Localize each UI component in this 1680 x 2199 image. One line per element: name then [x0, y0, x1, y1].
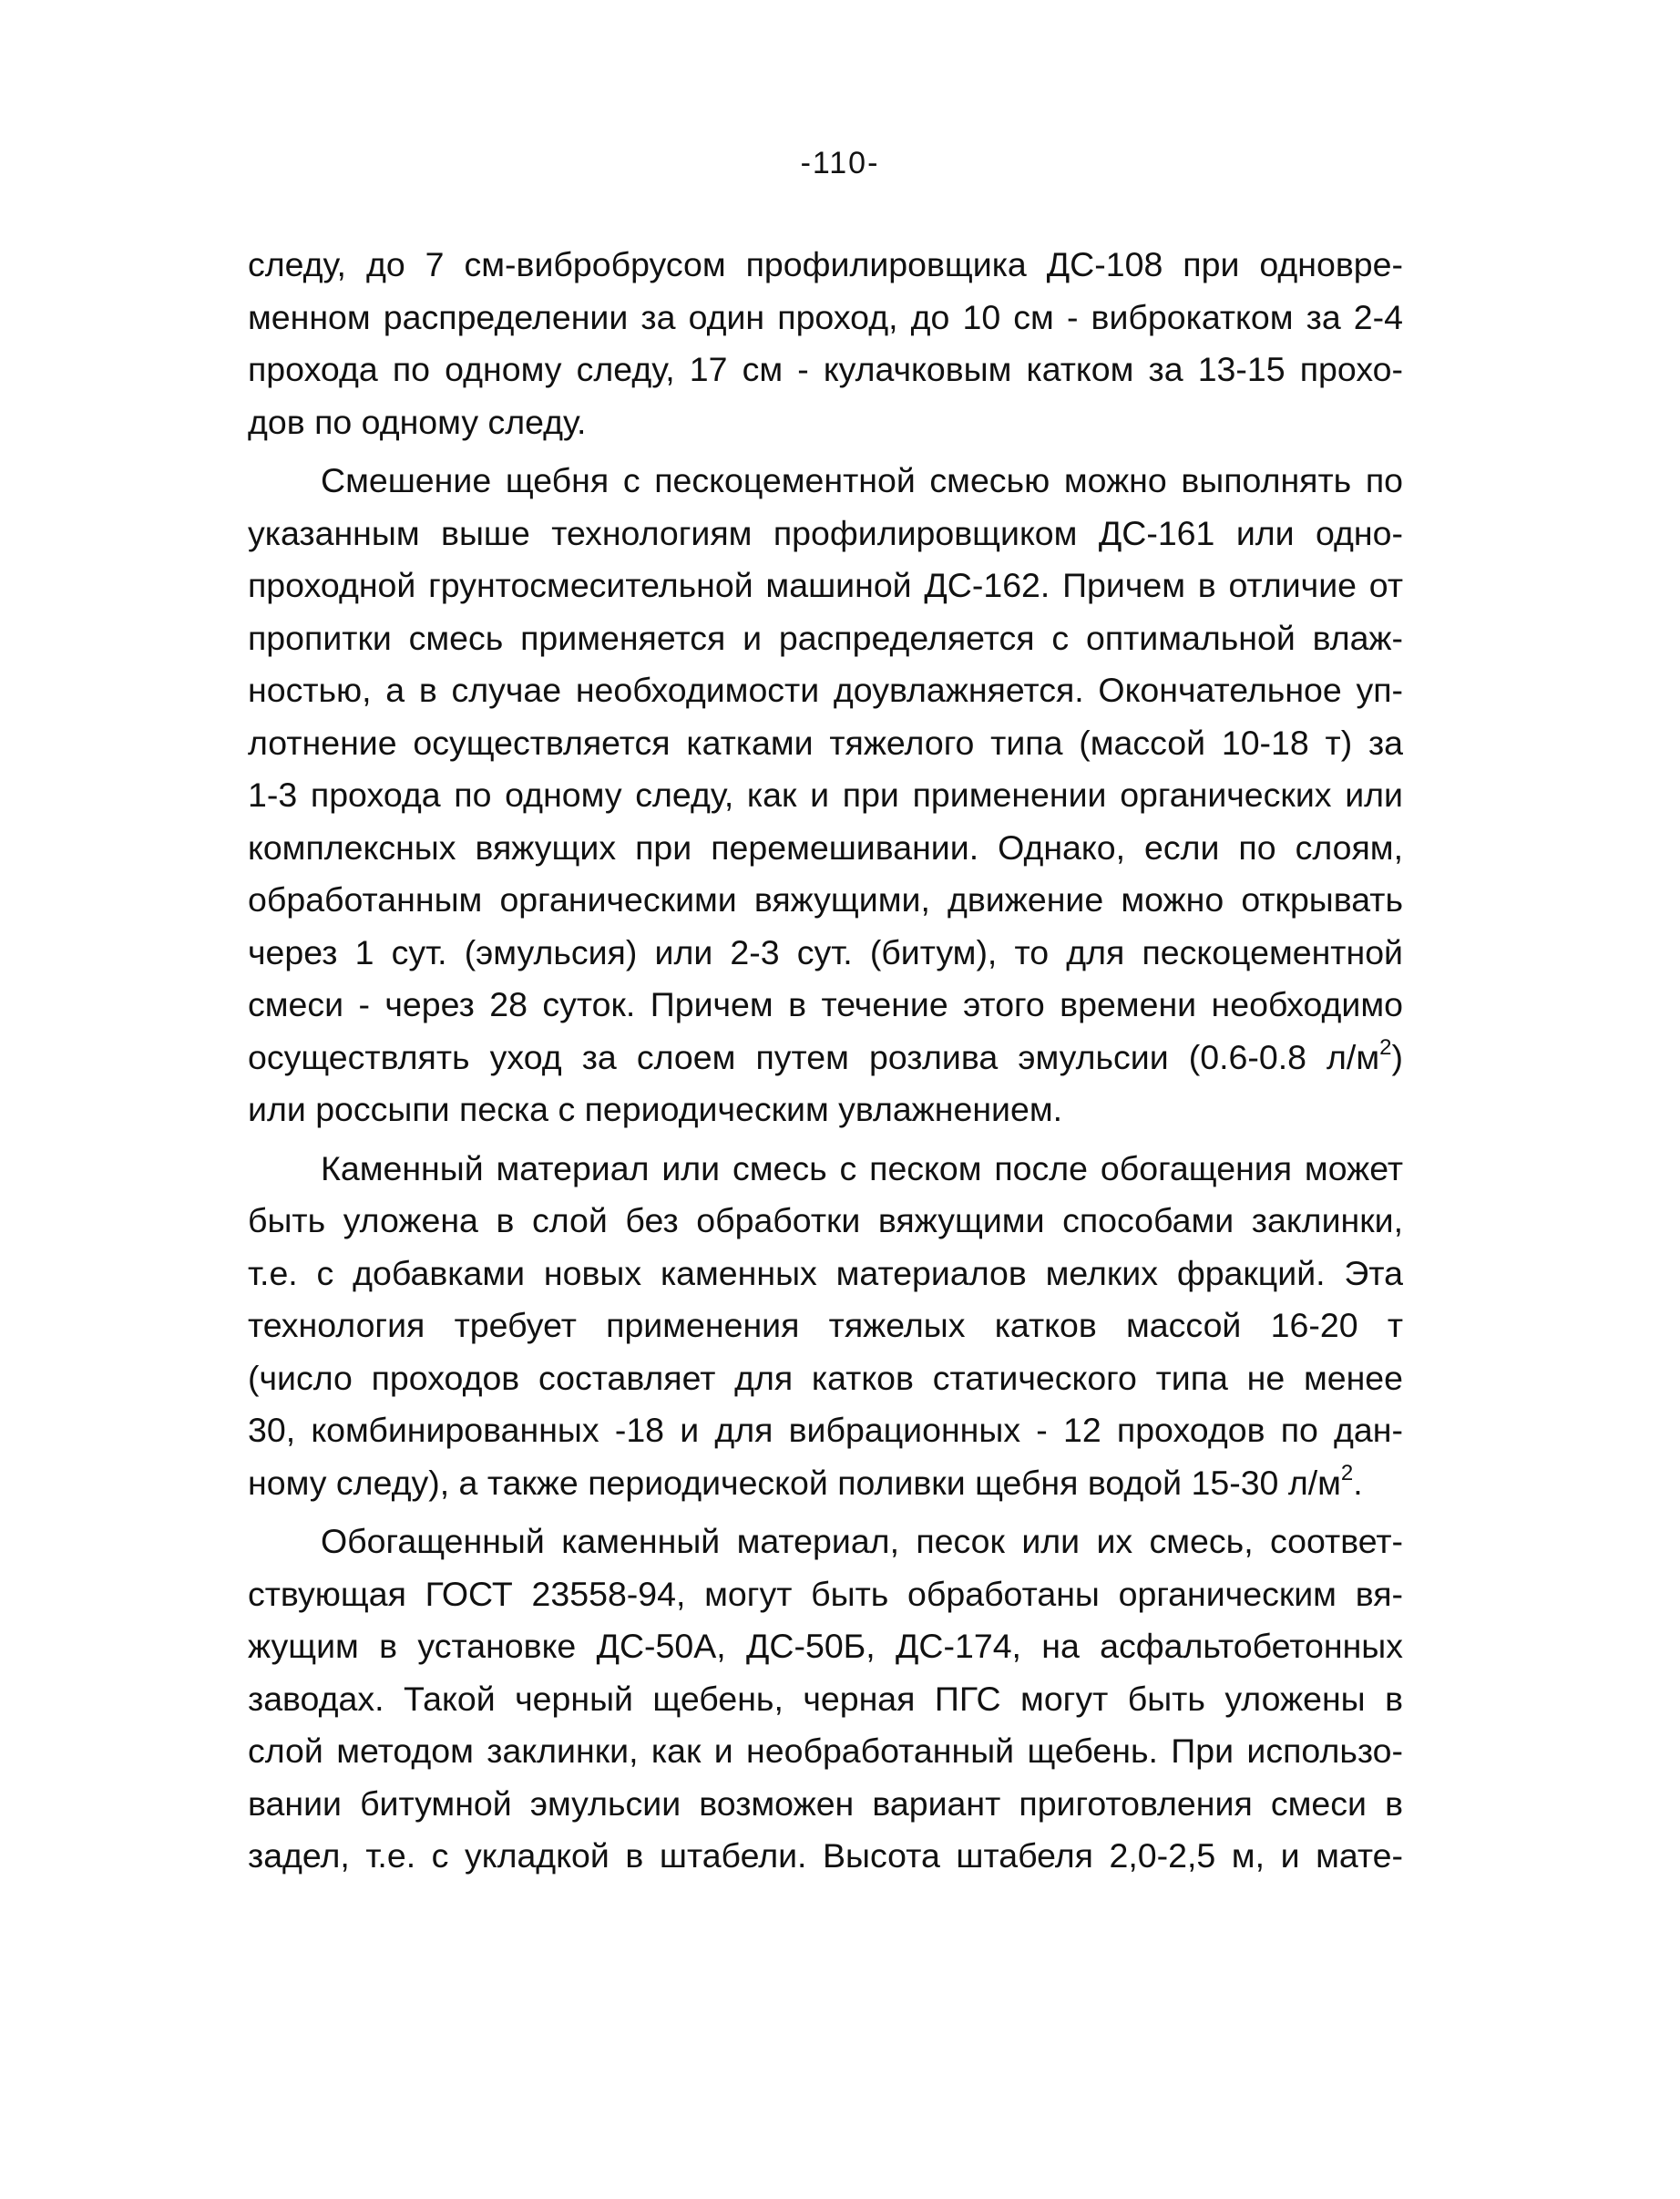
text-line: [248, 1032, 1403, 1084]
text-line: указанным выше технологиям профилировщиком ДС-161 или одно-: [248, 513, 1403, 552]
text-line: заводах. Такой черный щебень, черная ПГС могут быть уложены в: [248, 1679, 1403, 1718]
text-line: технология требует применения тяжелых катков массой 16-20 т: [248, 1306, 1403, 1344]
text-line: [248, 1457, 1403, 1510]
paragraph-4: [248, 1516, 1403, 1883]
text-line: обработанным органическими вяжущими, движение можно открывать: [248, 880, 1403, 919]
text-line: смеси - через 28 суток. Причем в течение этого времени необходимо: [248, 985, 1403, 1023]
text-line: пропитки смесь применяется и распределяется с оптимальной влаж-: [248, 618, 1403, 657]
text-line: жущим в установке ДС-50А, ДС-50Б, ДС-174, на асфальтобетонных: [248, 1627, 1403, 1665]
text-line-tail: .: [1353, 1463, 1363, 1502]
text-line: Каменный материал или смесь с песком после обогащения может: [321, 1148, 1403, 1187]
paragraph-1: [248, 239, 1403, 448]
superscript: 2: [1340, 1460, 1354, 1485]
text-line: Обогащенный каменный материал, песок или их смесь, соответ-: [321, 1522, 1403, 1560]
text-line: ностью, а в случае необходимости доувлажняется. Окончательное уп-: [248, 671, 1403, 709]
text-line: ствующая ГОСТ 23558-94, могут быть обработаны органическим вя-: [248, 1574, 1403, 1613]
text-line: следу, до 7 см-вибробрусом профилировщика ДС-108 при одновре-: [248, 245, 1403, 283]
text-line: проходной грунтосмесительной машиной ДС-162. Причем в отличие от: [248, 566, 1403, 604]
paragraph-2: [248, 455, 1403, 1136]
text-line: быть уложена в слой без обработки вяжущими способами заклинки,: [248, 1201, 1403, 1239]
body-text: [248, 239, 1403, 1883]
superscript: 2: [1379, 1034, 1392, 1060]
text-line: через 1 сут. (эмульсия) или 2-3 сут. (битум), то для пескоцементной: [248, 932, 1403, 971]
text-line: лотнение осуществляется катками тяжелого типа (массой 10-18 т) за: [248, 723, 1403, 762]
paragraph-3: [248, 1143, 1403, 1510]
text-line-main: осуществлять уход за слоем путем розлива эмульсии (0.6-0.8 л/м: [248, 1037, 1380, 1076]
text-line: 30, комбинированных -18 и для вибрационных - 12 проходов по дан-: [248, 1411, 1403, 1449]
text-line: вании битумной эмульсии возможен вариант приготовления смеси в: [248, 1783, 1403, 1823]
text-line-main: ному следу), а также периодической поливки щебня водой 15-30 л/м: [248, 1463, 1341, 1502]
text-line-tail: ): [1391, 1037, 1403, 1076]
text-line: менном распределении за один проход, до 10 см - виброкатком за 2-4: [248, 297, 1403, 336]
text-line: слой методом заклинки, как и необработанный щебень. При использо-: [248, 1731, 1403, 1770]
text-line: т.е. с добавками новых каменных материалов мелких фракций. Эта: [248, 1253, 1403, 1292]
text-line: (число проходов составляет для катков статического типа не менее: [248, 1358, 1403, 1397]
text-line: прохода по одному следу, 17 см - кулачковым катком за 13-15 прохо-: [248, 350, 1403, 388]
page-number: -110-: [800, 146, 880, 180]
text-line: задел, т.е. с укладкой в штабели. Высота штабеля 2,0-2,5 м, и мате-: [248, 1836, 1403, 1875]
text-line: или россыпи песка с периодическим увлажнением.: [248, 1090, 1063, 1128]
text-line: дов по одному следу.: [248, 402, 587, 441]
text-line: комплексных вяжущих при перемешивании. Однако, если по слоям,: [248, 827, 1403, 867]
text-line: Смешение щебня с пескоцементной смесью можно выполнять по: [321, 461, 1403, 499]
text-line: 1-3 прохода по одному следу, как и при применении органических или: [248, 776, 1403, 814]
